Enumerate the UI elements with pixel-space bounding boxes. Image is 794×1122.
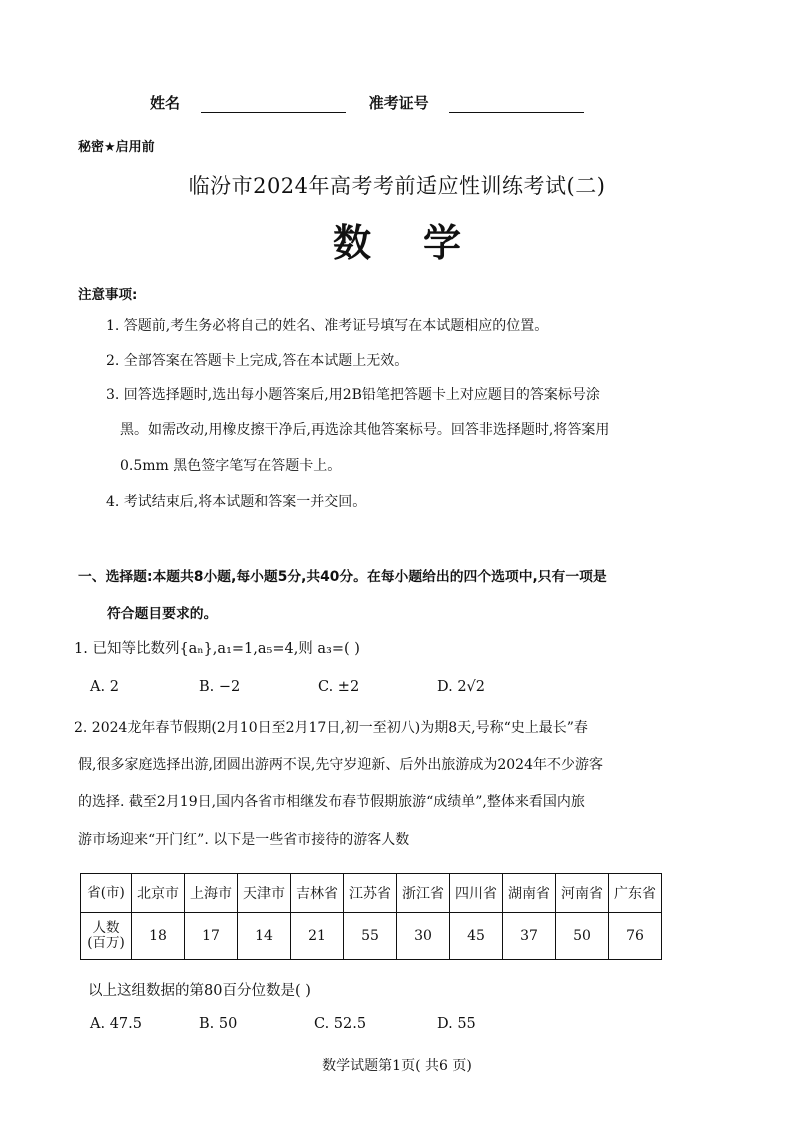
- subject-title: 数学: [332, 221, 513, 265]
- table-row-header: [81, 913, 132, 960]
- question-2-stem-line: 的选择. 截至2月19日,国内各省市相继发布春节假期旅游“成绩单”,整体来看国内旅: [78, 794, 585, 810]
- table-cell-value: 17: [185, 913, 238, 960]
- table-cell-value: 18: [132, 913, 185, 960]
- table-cell-value: 30: [397, 913, 450, 960]
- table-row: [81, 874, 662, 913]
- question-2-question: 以上这组数据的第80百分位数是( ): [88, 983, 311, 999]
- table-cell-province: 北京市: [132, 874, 185, 913]
- table-cell-province: 广东省: [609, 874, 662, 913]
- question-1-option-b: B. −2: [199, 679, 241, 695]
- table-row-header: 省(市): [81, 874, 132, 913]
- id-blank: [449, 112, 584, 113]
- table-row: [81, 913, 662, 960]
- table-row-header-line: 人数: [92, 920, 120, 936]
- table-cell-province: 四川省: [450, 874, 503, 913]
- question-2-option-a: A. 47.5: [90, 1016, 142, 1032]
- table-cell-province: 江苏省: [344, 874, 397, 913]
- id-label: 准考证号: [368, 94, 429, 112]
- note-item-continuation: 黑。如需改动,用橡皮擦干净后,再选涂其他答案标号。回答非选择题时,将答案用: [120, 422, 610, 438]
- note-item: 3. 回答选择题时,选出每小题答案后,用2B铅笔把答题卡上对应题目的答案标号涂: [106, 387, 600, 403]
- table-cell-value: 45: [450, 913, 503, 960]
- question-2-option-d: D. 55: [437, 1016, 476, 1032]
- question-2-stem-line: 假,很多家庭选择出游,团圆出游两不误,先守岁迎新、后外出旅游成为2024年不少游客: [78, 757, 603, 773]
- note-item: 1. 答题前,考生务必将自己的姓名、准考证号填写在本试题相应的位置。: [106, 318, 549, 334]
- note-item: 4. 考试结束后,将本试题和答案一并交回。: [106, 494, 367, 510]
- question-1-option-a: A. 2: [90, 679, 119, 695]
- tourist-table: [80, 873, 662, 960]
- section-heading-continuation: 符合题目要求的。: [107, 606, 218, 622]
- table-cell-province: 吉林省: [291, 874, 344, 913]
- notes-heading: 注意事项:: [78, 287, 138, 303]
- question-2-stem-line: 游市场迎来“开门红”. 以下是一些省市接待的游客人数: [78, 832, 410, 848]
- page-footer: 数学试题第1页( 共6 页): [322, 1058, 472, 1074]
- table-cell-value: 76: [609, 913, 662, 960]
- table-cell-value: 14: [238, 913, 291, 960]
- question-2-option-b: B. 50: [199, 1016, 238, 1032]
- table-cell-value: 50: [556, 913, 609, 960]
- table-cell-province: 天津市: [238, 874, 291, 913]
- note-item: 2. 全部答案在答题卡上完成,答在本试题上无效。: [106, 353, 409, 369]
- table-cell-province: 湖南省: [503, 874, 556, 913]
- question-1-option-c: C. ±2: [318, 679, 360, 695]
- name-label: 姓名: [150, 94, 181, 112]
- table-row-header-line: (百万): [87, 935, 125, 951]
- table-cell-value: 37: [503, 913, 556, 960]
- question-2-stem-line: 2. 2024龙年春节假期(2月10日至2月17日,初一至初八)为期8天,号称“史上最长”春: [74, 720, 588, 736]
- question-1-stem: 1. 已知等比数列{aₙ},a₁=1,a₅=4,则 a₃=( ): [74, 641, 360, 657]
- section-heading: 一、选择题:本题共8小题,每小题5分,共40分。在每小题给出的四个选项中,只有一项是: [78, 569, 607, 585]
- exam-info-line: [150, 92, 584, 113]
- question-1-option-d: D. 2√2: [437, 679, 486, 695]
- table-cell-province: 河南省: [556, 874, 609, 913]
- question-2-option-c: C. 52.5: [314, 1016, 367, 1032]
- table-cell-province: 上海市: [185, 874, 238, 913]
- name-blank: [201, 112, 346, 113]
- table-cell-value: 21: [291, 913, 344, 960]
- note-item-continuation: 0.5mm 黑色签字笔写在答题卡上。: [120, 458, 342, 474]
- exam-title: 临汾市2024年高考考前适应性训练考试(二): [188, 174, 606, 198]
- confidential-mark: 秘密★启用前: [78, 140, 155, 155]
- table-cell-province: 浙江省: [397, 874, 450, 913]
- table-cell-value: 55: [344, 913, 397, 960]
